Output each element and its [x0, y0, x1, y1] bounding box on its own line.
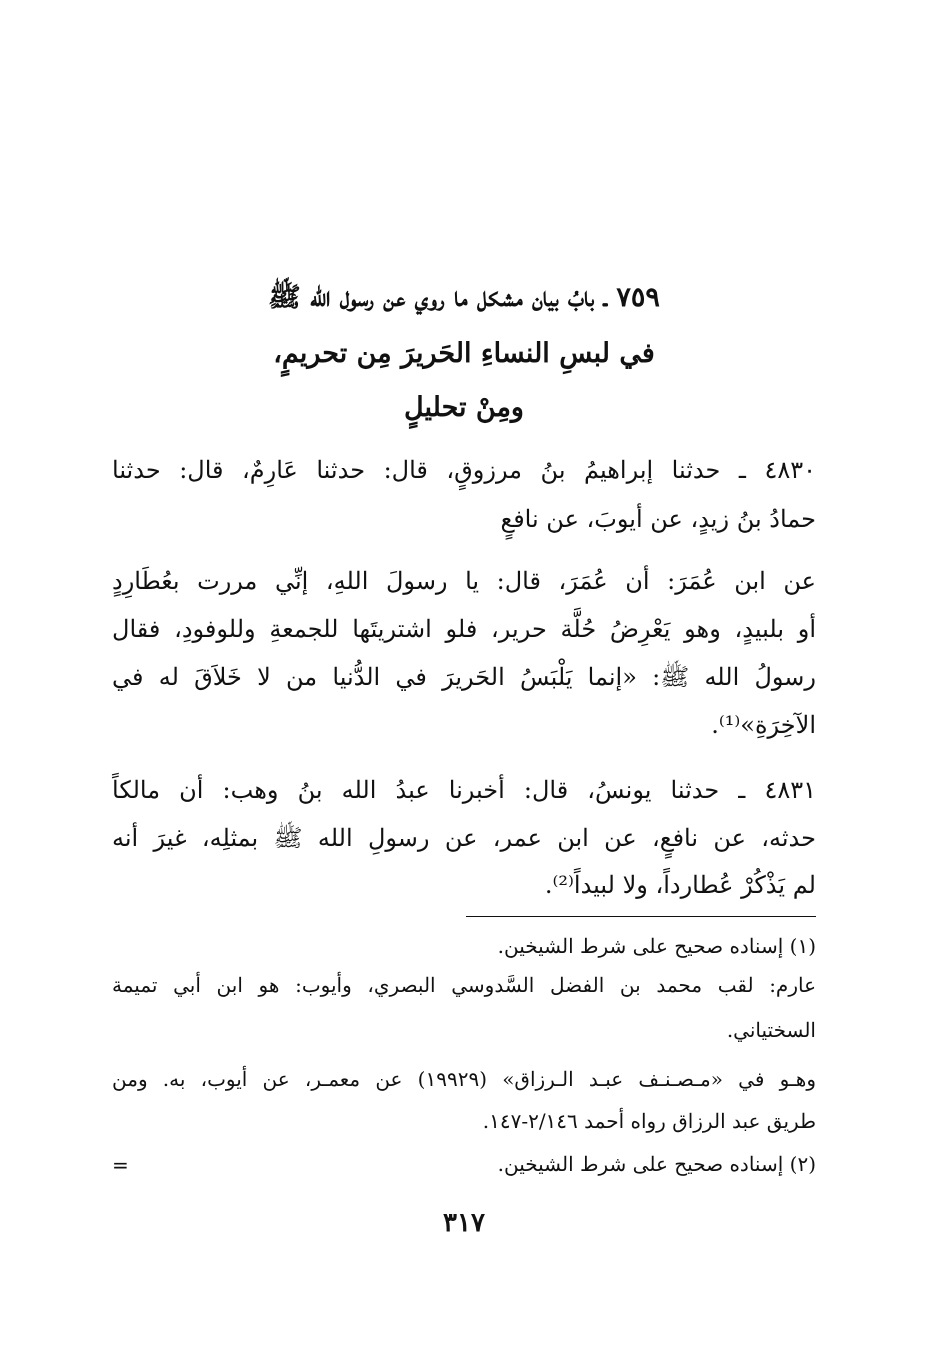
footnote-separator — [466, 916, 816, 917]
hadith-4830-line-3: عن ابن عُمَرَ: أن عُمَرَ، قال: يا رسولَ اللهِ، إنِّي مررت بعُطَارِدٍ — [112, 567, 816, 595]
footnote-1-line-4: وهـو في «مـصـنـف عبـد الـرزاق» (١٩٩٢٩) عن معمـر، عن أيوب، به. ومن — [112, 1067, 816, 1091]
footnote-1-line-3: السختياني. — [726, 1018, 816, 1042]
hadith-4831-line-3: لم يَذْكُرْ عُطارداً، ولا لبيداً⁽²⁾. — [544, 871, 816, 899]
footnote-2-line-1: (٢) إسناده صحيح على شرط الشيخين. — [497, 1152, 816, 1176]
footnote-1-line-2: عارم: لقب محمد بن الفضل السَّدوسي البصري، وأيوب: هو ابن أبي تميمة — [112, 973, 816, 997]
page-number: ٣١٧ — [443, 1208, 485, 1238]
chapter-title-line-2: في لبسِ النساءِ الحَريرَ مِن تحريمٍ، — [273, 338, 655, 369]
hadith-4830-line-6: الآخِرَةِ»⁽¹⁾. — [711, 711, 816, 739]
hadith-4830-line-1: ٤٨٣٠ ـ حدثنا إبراهيمُ بنُ مرزوقٍ، قال: حدثنا عَارِمٌ، قال: حدثنا — [112, 456, 816, 484]
hadith-4831-line-1: ٤٨٣١ ـ حدثنا يونسُ، قال: أخبرنا عبدُ الله بنُ وهب: أن مالكاً — [112, 776, 816, 804]
footnote-1-line-1: (١) إسناده صحيح على شرط الشيخين. — [497, 934, 816, 958]
chapter-title-line-1: ٧٥٩ ـ بابُ بيان مشكل ما روي عن رسول الله ﷺ — [268, 282, 660, 313]
footnote-continuation-mark: = — [112, 1153, 129, 1177]
hadith-4831-line-2: حدثه، عن نافعٍ، عن ابن عمر، عن رسولِ الله ﷺ بمثلِه، غيرَ أنه — [112, 824, 816, 852]
footnote-1-line-5: طريق عبد الرزاق رواه أحمد ٢/١٤٦-١٤٧. — [482, 1109, 816, 1133]
chapter-title-line-3: ومِنْ تحليلٍ — [404, 392, 524, 423]
hadith-4830-line-5: رسولُ الله ﷺ: «إنما يَلْبَسُ الحَريرَ في الدُّنيا من لا خَلاَقَ له في — [112, 663, 816, 691]
hadith-4830-line-2: حمادُ بنُ زيدٍ، عن أيوبَ، عن نافعٍ — [500, 505, 816, 533]
hadith-4830-line-4: أو بلبيدٍ، وهو يَعْرِضُ حُلَّة حرير، فلو اشتريتَها للجمعةِ وللوفودِ، فقال — [112, 615, 816, 643]
